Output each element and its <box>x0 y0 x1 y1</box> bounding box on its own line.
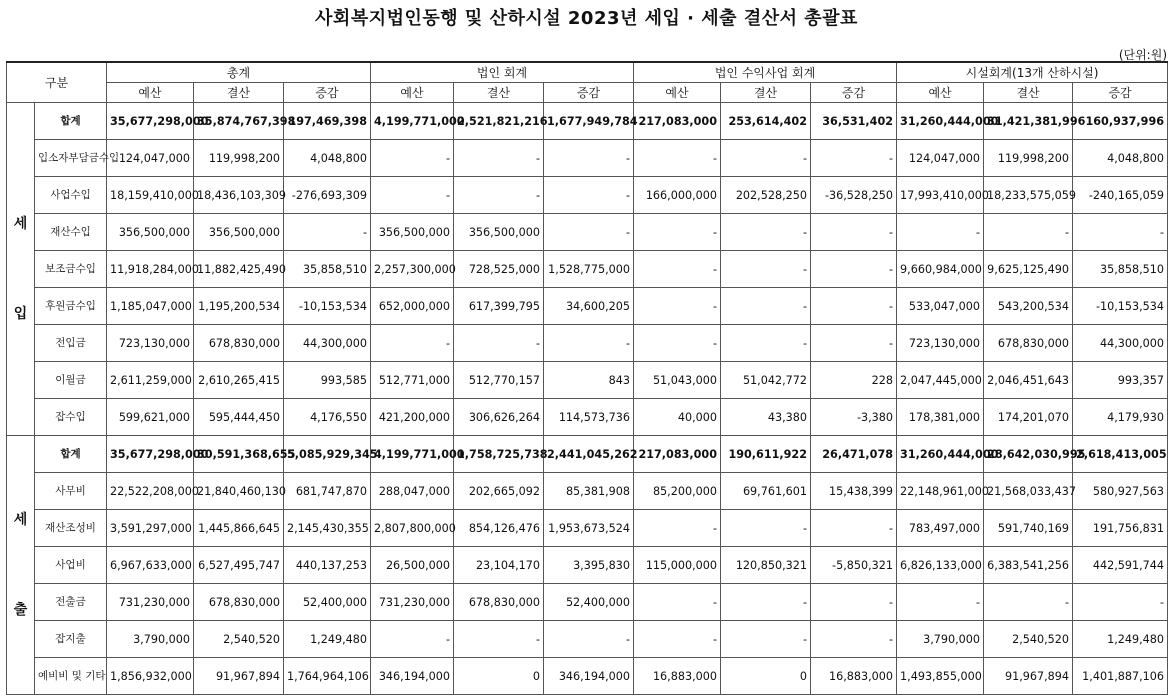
value-cell: 11,918,284,000 <box>107 251 194 288</box>
value-cell: - <box>1073 584 1168 621</box>
value-cell: - <box>371 621 454 658</box>
section-label <box>7 103 35 436</box>
table-row <box>7 362 1168 399</box>
header-settlement: 결산 <box>721 83 811 103</box>
value-cell: 2,610,265,415 <box>194 362 284 399</box>
table-row <box>7 621 1168 658</box>
header-group-total: 총계 <box>107 62 371 83</box>
value-cell: 35,874,767,398 <box>194 103 284 140</box>
value-cell: 197,469,398 <box>284 103 371 140</box>
value-cell: 2,618,413,005 <box>1073 436 1168 473</box>
row-label: 재산수입 <box>35 214 107 251</box>
header-change: 증감 <box>544 83 634 103</box>
value-cell: 31,421,381,996 <box>984 103 1073 140</box>
value-cell: 35,858,510 <box>1073 251 1168 288</box>
value-cell: 51,042,772 <box>721 362 811 399</box>
value-cell: 30,591,368,655 <box>194 436 284 473</box>
value-cell: 3,790,000 <box>107 621 194 658</box>
value-cell: 202,528,250 <box>721 177 811 214</box>
value-cell: 44,300,000 <box>1073 325 1168 362</box>
value-cell: 591,740,169 <box>984 510 1073 547</box>
value-cell: 9,625,125,490 <box>984 251 1073 288</box>
value-cell: - <box>721 251 811 288</box>
value-cell: 3,591,297,000 <box>107 510 194 547</box>
value-cell: - <box>721 325 811 362</box>
value-cell: 617,399,795 <box>454 288 544 325</box>
unit-label: (단위:원) <box>1118 48 1167 62</box>
value-cell: - <box>897 584 984 621</box>
value-cell: 18,159,410,000 <box>107 177 194 214</box>
value-cell: 22,522,208,000 <box>107 473 194 510</box>
row-label: 사무비 <box>35 473 107 510</box>
value-cell: 4,199,771,000 <box>371 103 454 140</box>
value-cell: 114,573,736 <box>544 399 634 436</box>
table-row <box>7 510 1168 547</box>
value-cell: 652,000,000 <box>371 288 454 325</box>
value-cell: - <box>811 288 897 325</box>
value-cell: - <box>544 621 634 658</box>
table-row <box>7 436 1168 473</box>
value-cell: 2,441,045,262 <box>544 436 634 473</box>
value-cell: 1,401,887,106 <box>1073 658 1168 695</box>
value-cell: 119,998,200 <box>194 140 284 177</box>
value-cell: 512,770,157 <box>454 362 544 399</box>
value-cell: 783,497,000 <box>897 510 984 547</box>
table-row <box>7 251 1168 288</box>
value-cell: 993,585 <box>284 362 371 399</box>
value-cell: 356,500,000 <box>454 214 544 251</box>
value-cell: 6,383,541,256 <box>984 547 1073 584</box>
header-change: 증감 <box>1073 83 1168 103</box>
value-cell: 356,500,000 <box>371 214 454 251</box>
header-settlement: 결산 <box>454 83 544 103</box>
value-cell: 4,048,800 <box>1073 140 1168 177</box>
header-change: 증감 <box>284 83 371 103</box>
value-cell: 178,381,000 <box>897 399 984 436</box>
value-cell: 533,047,000 <box>897 288 984 325</box>
value-cell: 599,621,000 <box>107 399 194 436</box>
header-budget: 예산 <box>634 83 721 103</box>
value-cell: 440,137,253 <box>284 547 371 584</box>
value-cell: 2,540,520 <box>984 621 1073 658</box>
value-cell: 18,233,575,059 <box>984 177 1073 214</box>
row-label: 보조금수입 <box>35 251 107 288</box>
value-cell: - <box>454 621 544 658</box>
header-group-facility: 시설회계(13개 산하시설) <box>897 62 1168 83</box>
value-cell: 35,677,298,000 <box>107 436 194 473</box>
value-cell: 1,249,480 <box>284 621 371 658</box>
value-cell: 442,591,744 <box>1073 547 1168 584</box>
value-cell: 21,568,033,437 <box>984 473 1073 510</box>
value-cell: - <box>897 214 984 251</box>
value-cell: - <box>721 214 811 251</box>
value-cell: - <box>544 214 634 251</box>
value-cell: 843 <box>544 362 634 399</box>
header-category: 구분 <box>7 62 107 103</box>
value-cell: 580,927,563 <box>1073 473 1168 510</box>
row-label: 잡지출 <box>35 621 107 658</box>
value-cell: 2,521,821,216 <box>454 103 544 140</box>
value-cell: 217,083,000 <box>634 436 721 473</box>
value-cell: 5,085,929,345 <box>284 436 371 473</box>
value-cell: 6,967,633,000 <box>107 547 194 584</box>
table-row <box>7 399 1168 436</box>
value-cell: - <box>544 140 634 177</box>
row-label: 잡수입 <box>35 399 107 436</box>
value-cell: 1,249,480 <box>1073 621 1168 658</box>
value-cell: 34,600,205 <box>544 288 634 325</box>
value-cell: 9,660,984,000 <box>897 251 984 288</box>
table-body <box>7 103 1168 695</box>
value-cell: 115,000,000 <box>634 547 721 584</box>
table-row <box>7 214 1168 251</box>
table-row <box>7 658 1168 695</box>
value-cell: 3,395,830 <box>544 547 634 584</box>
value-cell: - <box>544 325 634 362</box>
value-cell: - <box>721 510 811 547</box>
value-cell: 40,000 <box>634 399 721 436</box>
value-cell: 4,176,550 <box>284 399 371 436</box>
value-cell: 356,500,000 <box>107 214 194 251</box>
value-cell: - <box>634 325 721 362</box>
value-cell: 723,130,000 <box>107 325 194 362</box>
row-label: 재산조성비 <box>35 510 107 547</box>
value-cell: 512,771,000 <box>371 362 454 399</box>
row-label: 합계 <box>35 103 107 140</box>
value-cell: 31,260,444,000 <box>897 436 984 473</box>
value-cell: 52,400,000 <box>284 584 371 621</box>
row-label: 예비비 및 기타 <box>35 658 107 695</box>
value-cell: 3,790,000 <box>897 621 984 658</box>
value-cell: 678,830,000 <box>194 325 284 362</box>
value-cell: 854,126,476 <box>454 510 544 547</box>
settlement-summary-table <box>6 61 1168 695</box>
value-cell: 253,614,402 <box>721 103 811 140</box>
value-cell: - <box>371 140 454 177</box>
value-cell: - <box>721 621 811 658</box>
value-cell: 228 <box>811 362 897 399</box>
value-cell: 91,967,894 <box>194 658 284 695</box>
value-cell: 288,047,000 <box>371 473 454 510</box>
row-label: 사업수입 <box>35 177 107 214</box>
header-budget: 예산 <box>107 83 194 103</box>
value-cell: 0 <box>454 658 544 695</box>
value-cell: 26,471,078 <box>811 436 897 473</box>
value-cell: 346,194,000 <box>544 658 634 695</box>
value-cell: - <box>634 214 721 251</box>
value-cell: 678,830,000 <box>194 584 284 621</box>
value-cell: 2,047,445,000 <box>897 362 984 399</box>
value-cell: - <box>634 251 721 288</box>
table-row <box>7 177 1168 214</box>
value-cell: 306,626,264 <box>454 399 544 436</box>
row-label: 사업비 <box>35 547 107 584</box>
value-cell: 11,882,425,490 <box>194 251 284 288</box>
value-cell: 35,677,298,000 <box>107 103 194 140</box>
value-cell: 595,444,450 <box>194 399 284 436</box>
value-cell: - <box>984 584 1073 621</box>
header-settlement: 결산 <box>194 83 284 103</box>
value-cell: 2,611,259,000 <box>107 362 194 399</box>
value-cell: 1,445,866,645 <box>194 510 284 547</box>
value-cell: - <box>634 288 721 325</box>
value-cell: 166,000,000 <box>634 177 721 214</box>
table-row <box>7 547 1168 584</box>
value-cell: 731,230,000 <box>371 584 454 621</box>
section-label-top: 세 <box>13 512 28 528</box>
value-cell: - <box>634 140 721 177</box>
value-cell: - <box>811 140 897 177</box>
value-cell: -3,380 <box>811 399 897 436</box>
section-label-bottom: 출 <box>13 602 28 618</box>
header-settlement: 결산 <box>984 83 1073 103</box>
value-cell: 21,840,460,130 <box>194 473 284 510</box>
value-cell: - <box>811 325 897 362</box>
value-cell: 1,528,775,000 <box>544 251 634 288</box>
value-cell: 1,493,855,000 <box>897 658 984 695</box>
value-cell: 1,185,047,000 <box>107 288 194 325</box>
value-cell: 35,858,510 <box>284 251 371 288</box>
value-cell: - <box>454 140 544 177</box>
section-label <box>7 436 35 695</box>
value-cell: 993,357 <box>1073 362 1168 399</box>
value-cell: - <box>634 510 721 547</box>
value-cell: - <box>984 214 1073 251</box>
value-cell: 36,531,402 <box>811 103 897 140</box>
value-cell: - <box>721 584 811 621</box>
value-cell: 22,148,961,000 <box>897 473 984 510</box>
value-cell: 16,883,000 <box>634 658 721 695</box>
value-cell: - <box>544 177 634 214</box>
value-cell: 4,199,771,000 <box>371 436 454 473</box>
value-cell: 723,130,000 <box>897 325 984 362</box>
value-cell: - <box>811 621 897 658</box>
value-cell: 2,145,430,355 <box>284 510 371 547</box>
value-cell: -240,165,059 <box>1073 177 1168 214</box>
value-cell: 85,200,000 <box>634 473 721 510</box>
value-cell: 1,953,673,524 <box>544 510 634 547</box>
value-cell: -5,850,321 <box>811 547 897 584</box>
table-row <box>7 584 1168 621</box>
value-cell: - <box>284 214 371 251</box>
value-cell: -10,153,534 <box>1073 288 1168 325</box>
value-cell: 52,400,000 <box>544 584 634 621</box>
value-cell: 69,761,601 <box>721 473 811 510</box>
value-cell: 1,677,949,784 <box>544 103 634 140</box>
value-cell: 678,830,000 <box>984 325 1073 362</box>
value-cell: 217,083,000 <box>634 103 721 140</box>
page-title: 사회복지법인동행 및 산하시설 2023년 세입 · 세출 결산서 총괄표 <box>315 8 858 29</box>
value-cell: 202,665,092 <box>454 473 544 510</box>
value-cell: 2,540,520 <box>194 621 284 658</box>
table-row <box>7 473 1168 510</box>
value-cell: 43,380 <box>721 399 811 436</box>
row-label: 전입금 <box>35 325 107 362</box>
header-budget: 예산 <box>897 83 984 103</box>
value-cell: 421,200,000 <box>371 399 454 436</box>
value-cell: 728,525,000 <box>454 251 544 288</box>
value-cell: 174,201,070 <box>984 399 1073 436</box>
section-label-top: 세 <box>13 216 28 232</box>
value-cell: 23,104,170 <box>454 547 544 584</box>
header-budget: 예산 <box>371 83 454 103</box>
value-cell: 2,046,451,643 <box>984 362 1073 399</box>
value-cell: - <box>371 177 454 214</box>
table-row <box>7 140 1168 177</box>
value-cell: - <box>811 214 897 251</box>
value-cell: 124,047,000 <box>897 140 984 177</box>
value-cell: 1,856,932,000 <box>107 658 194 695</box>
value-cell: 2,807,800,000 <box>371 510 454 547</box>
value-cell: - <box>454 325 544 362</box>
value-cell: - <box>1073 214 1168 251</box>
value-cell: 51,043,000 <box>634 362 721 399</box>
value-cell: 26,500,000 <box>371 547 454 584</box>
table-row <box>7 103 1168 140</box>
row-label: 후원금수입 <box>35 288 107 325</box>
value-cell: 1,195,200,534 <box>194 288 284 325</box>
value-cell: - <box>811 510 897 547</box>
value-cell: - <box>454 177 544 214</box>
header-group-corp: 법인 회계 <box>371 62 634 83</box>
value-cell: 1,764,964,106 <box>284 658 371 695</box>
value-cell: 681,747,870 <box>284 473 371 510</box>
value-cell: 31,260,444,000 <box>897 103 984 140</box>
value-cell: 190,611,922 <box>721 436 811 473</box>
value-cell: 543,200,534 <box>984 288 1073 325</box>
value-cell: 28,642,030,995 <box>984 436 1073 473</box>
value-cell: - <box>634 584 721 621</box>
header-group-corp-revenue: 법인 수익사업 회계 <box>634 62 897 83</box>
value-cell: 6,826,133,000 <box>897 547 984 584</box>
row-label: 이월금 <box>35 362 107 399</box>
value-cell: 356,500,000 <box>194 214 284 251</box>
value-cell: 0 <box>721 658 811 695</box>
value-cell: 346,194,000 <box>371 658 454 695</box>
value-cell: 1,758,725,738 <box>454 436 544 473</box>
value-cell: -10,153,534 <box>284 288 371 325</box>
value-cell: 6,527,495,747 <box>194 547 284 584</box>
row-label: 전출금 <box>35 584 107 621</box>
value-cell: -36,528,250 <box>811 177 897 214</box>
value-cell: - <box>721 140 811 177</box>
value-cell: 17,993,410,000 <box>897 177 984 214</box>
value-cell: 124,047,000 <box>107 140 194 177</box>
row-label: 입소자부담금수입 <box>35 140 107 177</box>
value-cell: - <box>371 325 454 362</box>
section-label-bottom: 입 <box>13 306 28 322</box>
value-cell: - <box>721 288 811 325</box>
value-cell: 2,257,300,000 <box>371 251 454 288</box>
value-cell: 16,883,000 <box>811 658 897 695</box>
value-cell: 160,937,996 <box>1073 103 1168 140</box>
value-cell: 120,850,321 <box>721 547 811 584</box>
value-cell: 678,830,000 <box>454 584 544 621</box>
value-cell: 44,300,000 <box>284 325 371 362</box>
value-cell: 15,438,399 <box>811 473 897 510</box>
value-cell: 18,436,103,309 <box>194 177 284 214</box>
value-cell: 191,756,831 <box>1073 510 1168 547</box>
value-cell: - <box>634 621 721 658</box>
row-label: 합계 <box>35 436 107 473</box>
table-row <box>7 288 1168 325</box>
value-cell: - <box>811 251 897 288</box>
value-cell: 731,230,000 <box>107 584 194 621</box>
header-change: 증감 <box>811 83 897 103</box>
value-cell: -276,693,309 <box>284 177 371 214</box>
value-cell: - <box>811 584 897 621</box>
value-cell: 4,048,800 <box>284 140 371 177</box>
value-cell: 85,381,908 <box>544 473 634 510</box>
value-cell: 119,998,200 <box>984 140 1073 177</box>
value-cell: 4,179,930 <box>1073 399 1168 436</box>
value-cell: 91,967,894 <box>984 658 1073 695</box>
table-row <box>7 325 1168 362</box>
